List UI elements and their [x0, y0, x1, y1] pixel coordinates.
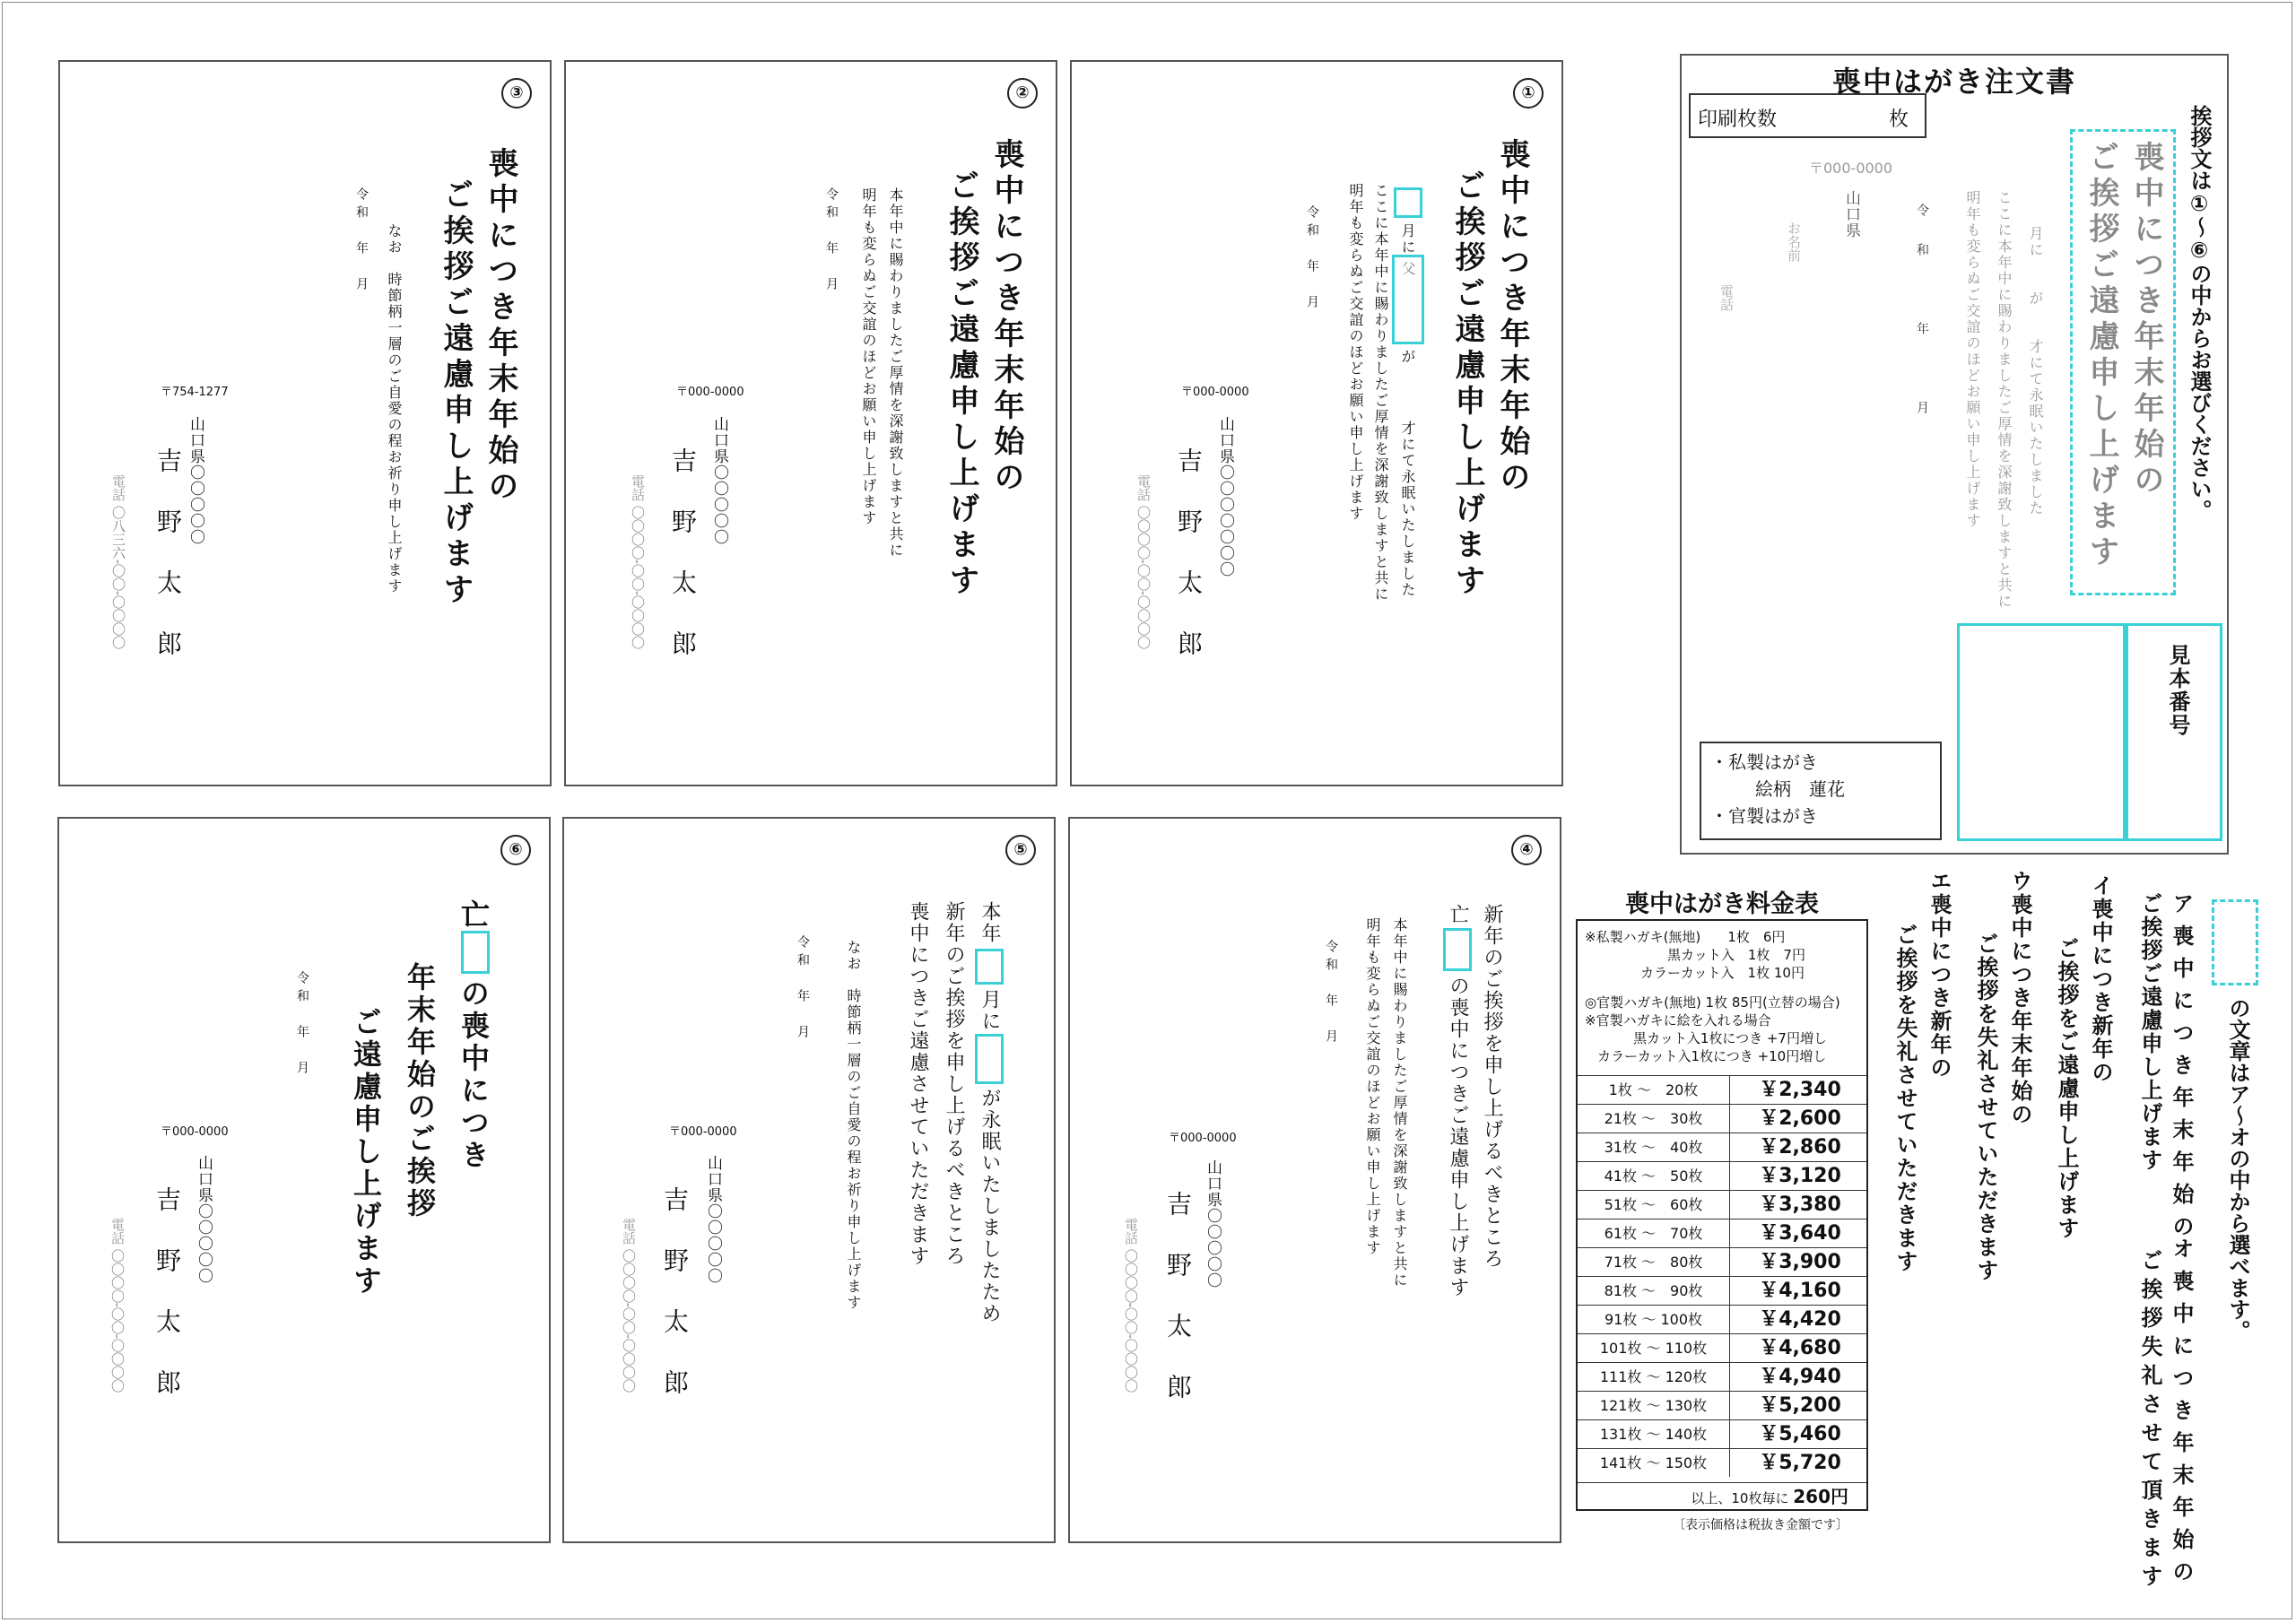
card-zip: 〒000-0000 [669, 1125, 737, 1139]
card-tel [1122, 1218, 1140, 1393]
card-6 [57, 817, 551, 1543]
price-value: ￥3,900 [1759, 1251, 1841, 1273]
fill-in-box-deceased[interactable] [461, 931, 490, 974]
card-sender-name: 吉野太郎 [152, 1186, 182, 1430]
tel-number: 〇〇〇〇-〇〇-〇〇〇〇 [621, 1248, 637, 1393]
print-count-label: 印刷枚数 [1698, 108, 1778, 131]
print-count-unit: 枚 [1888, 108, 1909, 131]
tel-label: 電話 [1135, 474, 1152, 501]
card-zip: 〒754-1277 [161, 386, 229, 399]
price-value: ￥2,600 [1759, 1107, 1841, 1130]
price-row [1578, 1391, 1866, 1419]
card-number: ② [1007, 78, 1038, 108]
price-foot-price: 260円 [1793, 1486, 1848, 1507]
options-instruction: の文章はア～オの中から選べます。 [2225, 997, 2250, 1341]
price-note-official-color: カラーカット入1枚につき +10円増し [1597, 1048, 1827, 1064]
card-body-line1b: 父 [1399, 261, 1416, 277]
card-title-line2: ご挨拶ご遠慮申し上げます [1449, 169, 1485, 600]
price-value: ￥5,720 [1759, 1452, 1841, 1474]
sample-number-label-box [2126, 623, 2222, 841]
price-row [1578, 1276, 1866, 1305]
price-row [1578, 1219, 1866, 1247]
price-range: 31枚 ～ 40枚 [1578, 1133, 1730, 1161]
fill-in-box-month[interactable] [1394, 187, 1422, 218]
order-tel-placeholder: 電話 [1718, 284, 1735, 311]
price-value: ￥2,340 [1759, 1079, 1841, 1101]
order-form-title: 喪中はがき注文書 [1831, 65, 2076, 99]
card-line3: 喪中につきご遠慮させていただきます [907, 901, 929, 1267]
price-note-color: カラーカット入 1枚 10円 [1640, 965, 1805, 981]
card-title-line2: ご挨拶ご遠慮申し上げます [944, 169, 979, 600]
price-foot-label: 以上、10枚毎に [1691, 1490, 1789, 1506]
card-body-line1d: 才にて永眠いたしました [1399, 421, 1416, 598]
price-table-footer [1578, 1482, 1866, 1509]
price-value: ￥4,160 [1759, 1280, 1841, 1302]
price-value: ￥4,420 [1759, 1308, 1841, 1331]
order-body-line3: 明年も変らぬご交誼のほどお願い申し上げます [1964, 190, 1981, 529]
card-body-line1a: 月に [1399, 223, 1416, 256]
price-row [1578, 1161, 1866, 1190]
sample-number-label: 見本番号 [2165, 644, 2190, 737]
card-date: 令和 年 月 [824, 187, 839, 295]
card-number: ① [1513, 78, 1544, 108]
price-row [1578, 1333, 1866, 1362]
card-tel [629, 474, 647, 649]
price-row [1578, 1133, 1866, 1161]
card-address: 山口県〇〇〇〇〇 [1204, 1159, 1222, 1289]
card-body-line1: 本年中に賜わりましたご厚情を深謝致しますと共に [887, 187, 904, 559]
price-value: ￥2,860 [1759, 1136, 1841, 1159]
order-zip: 〒000-0000 [1809, 160, 1893, 177]
card-title-line1a: 亡 [457, 899, 491, 932]
card-line4: なお 時節柄一層のご自愛の程お祈り申し上げます [845, 940, 862, 1311]
price-note-black: 黒カット入 1枚 7円 [1667, 947, 1805, 963]
card-zip: 〒000-0000 [676, 386, 744, 399]
tel-label: 電話 [621, 1218, 637, 1245]
print-count-field[interactable] [1689, 93, 1926, 138]
card-number: ⑤ [1005, 835, 1036, 865]
note-private-card: ・私製はがき [1710, 751, 1818, 773]
tel-number: 〇八三六-〇〇-〇〇〇〇 [110, 505, 126, 649]
card-line1a: 本年 [978, 901, 1001, 944]
order-body-line1: 月に が 才にて永眠いたしました [2027, 226, 2044, 516]
price-value: ￥5,460 [1759, 1423, 1841, 1445]
card-tel [1135, 474, 1152, 649]
card-address: 山口県〇〇〇〇〇 [704, 1155, 722, 1284]
card-tel [109, 1218, 126, 1393]
card-date: 令和 年 月 [295, 971, 309, 1079]
tel-number: 〇〇〇〇-〇〇-〇〇〇〇 [1135, 505, 1152, 649]
price-note-official: ◎官製ハガキ(無地) 1枚 85円(立替の場合) [1585, 994, 1840, 1011]
price-value: ￥3,640 [1759, 1222, 1841, 1245]
card-5 [562, 817, 1056, 1543]
card-zip: 〒000-0000 [161, 1125, 229, 1139]
price-note-official-pic: ※官製ハガキに絵を入れる場合 [1585, 1012, 1771, 1028]
price-range: 141枚 ～ 150枚 [1578, 1449, 1730, 1477]
price-note-official-black: 黒カット入1枚につき +7円増し [1633, 1030, 1827, 1046]
tel-number: 〇〇〇〇-〇〇-〇〇〇〇 [1123, 1248, 1139, 1393]
option-i-line1: イ喪中につき新年の [2088, 874, 2113, 1084]
card-title-line1b: の喪中につき [457, 978, 491, 1172]
card-sender-name: 吉野太郎 [153, 447, 183, 691]
price-row [1578, 1305, 1866, 1333]
tel-number: 〇〇〇〇-〇〇-〇〇〇〇 [109, 1248, 126, 1393]
price-value: ￥4,940 [1759, 1366, 1841, 1388]
card-date: 令和 年 月 [354, 187, 369, 295]
card-tel [109, 474, 127, 649]
order-form [1680, 54, 2229, 855]
price-range: 111枚 ～ 120枚 [1578, 1363, 1730, 1391]
order-instruction: 挨拶文は①～⑥の中からお選びください。 [2187, 105, 2212, 521]
option-o-line1: オ喪中につき年末年始の [2169, 1237, 2194, 1593]
card-date: 令和 年 月 [1324, 940, 1338, 1047]
order-notes [1700, 742, 1942, 840]
card-title-line2: 年末年始のご挨拶 [403, 962, 437, 1220]
card-sender-name: 吉野太郎 [1163, 1191, 1193, 1435]
tel-label: 電話 [109, 1218, 126, 1245]
card-number: ④ [1511, 835, 1542, 865]
card-4 [1068, 817, 1561, 1543]
card-1 [1070, 60, 1563, 786]
price-value: ￥3,120 [1759, 1165, 1841, 1187]
price-row [1578, 1448, 1866, 1477]
note-design: 絵柄 蓮花 [1755, 778, 1845, 800]
card-line1: 新年のご挨拶を申し上げるべきところ [1481, 904, 1503, 1270]
order-pref: 山口県 [1842, 190, 1860, 239]
card-line2a: 亡 [1447, 904, 1469, 925]
card-title-line2: ご挨拶ご遠慮申し上げます [438, 178, 474, 609]
card-number: ③ [501, 78, 532, 108]
option-e-line1: エ喪中につき新年の [1926, 870, 1952, 1080]
tel-label: 電話 [1123, 1218, 1139, 1245]
option-o-line2: ご挨拶失礼させて頂きます [2137, 1249, 2162, 1593]
card-line1b: 月に [978, 989, 1001, 1032]
card-body-line1: なお 時節柄一層のご自愛の程お祈り申し上げます [386, 223, 403, 595]
order-date: 令和 年 月 [1915, 204, 1929, 440]
price-range: 91枚 ～ 100枚 [1578, 1306, 1730, 1333]
card-sender-name: 吉野太郎 [668, 447, 698, 691]
card-address: 山口県〇〇〇〇〇〇〇 [1216, 416, 1234, 577]
card-address: 山口県〇〇〇〇〇 [187, 416, 204, 545]
tel-number: 〇〇〇〇-〇〇-〇〇〇〇 [630, 505, 646, 649]
price-range: 121枚 ～ 130枚 [1578, 1392, 1730, 1419]
price-range: 51枚 ～ 60枚 [1578, 1191, 1730, 1219]
card-title-line3: ご遠慮申し上げます [349, 1007, 383, 1298]
price-range: 101枚 ～ 110枚 [1578, 1334, 1730, 1362]
card-zip: 〒000-0000 [1169, 1132, 1237, 1145]
fill-in-box-month[interactable] [975, 949, 1004, 985]
price-table-title: 喪中はがき料金表 [1625, 890, 1819, 918]
price-row [1578, 1190, 1866, 1219]
options-legend-box [2212, 899, 2258, 985]
card-body-line3: 明年も変らぬご交誼のほどお願い申し上げます [1347, 183, 1364, 522]
option-u-line2: ご挨拶を失礼させていただきます [1973, 933, 1998, 1282]
card-number: ⑥ [500, 835, 531, 865]
price-row [1578, 1075, 1866, 1104]
price-value: ￥3,380 [1759, 1193, 1841, 1216]
option-u-line1: ウ喪中につき年末年始の [2007, 870, 2032, 1126]
card-date: 令和 年 月 [796, 935, 810, 1043]
card-line4: 明年も変らぬご交誼のほどお願い申し上げます [1364, 917, 1381, 1256]
order-name-placeholder: お名前 [1786, 221, 1802, 262]
card-address: 山口県〇〇〇〇〇 [195, 1155, 213, 1284]
sample-number-input[interactable] [1957, 623, 2126, 841]
card-title-line1: 喪中につき年末年始の [988, 138, 1024, 497]
card-title-line1: 喪中につき年末年始の [1494, 138, 1530, 497]
price-value: ￥5,200 [1759, 1394, 1841, 1417]
price-table-header [1578, 921, 1866, 1075]
card-body-line2: ここに本年中に賜わりましたご厚情を深謝致しますと共に [1372, 183, 1389, 603]
card-line2b: の喪中につきご遠慮申し上げます [1447, 976, 1469, 1298]
card-line1c: が永眠いたしましたため [978, 1088, 1001, 1324]
price-row [1578, 1104, 1866, 1133]
card-body-line1c: が [1399, 349, 1416, 365]
card-address: 山口県〇〇〇〇〇 [710, 416, 728, 545]
order-body-line2: ここに本年中に賜わりましたご厚情を深謝致しますと共に [1996, 190, 2013, 610]
option-e-line2: ご挨拶を失礼させていただきます [1892, 924, 1918, 1273]
option-a-line1: ア喪中につき年末年始の [2169, 892, 2194, 1247]
price-row [1578, 1247, 1866, 1276]
card-zip: 〒000-0000 [1181, 386, 1249, 399]
price-tax-note: 〔表示価格は税抜き金額です〕 [1673, 1518, 1848, 1532]
tel-label: 電話 [110, 474, 126, 501]
price-range: 21枚 ～ 30枚 [1578, 1105, 1730, 1133]
card-date: 令和 年 月 [1305, 205, 1319, 313]
order-title-line1: 喪中につき年末年始の [2128, 141, 2164, 499]
card-tel [620, 1218, 638, 1393]
option-a-line2: ご挨拶ご遠慮申し上げます [2137, 892, 2162, 1172]
card-sender-name: 吉野太郎 [1174, 447, 1204, 691]
note-official-card: ・官製はがき [1710, 805, 1818, 827]
price-row [1578, 1362, 1866, 1391]
card-body-line2: 明年も変らぬご交誼のほどお願い申し上げます [860, 187, 877, 526]
option-i-line2: ご挨拶をご遠慮申し上げます [2054, 937, 2079, 1240]
price-range: 61枚 ～ 70枚 [1578, 1219, 1730, 1247]
card-sender-name: 吉野太郎 [660, 1186, 690, 1430]
price-range: 81枚 ～ 90枚 [1578, 1277, 1730, 1305]
card-3 [58, 60, 552, 786]
tel-label: 電話 [630, 474, 646, 501]
fill-in-box-deceased[interactable] [1443, 928, 1472, 971]
price-range: 71枚 ～ 80枚 [1578, 1248, 1730, 1276]
fill-in-box-relation[interactable] [975, 1034, 1004, 1084]
card-2 [564, 60, 1057, 786]
price-range: 1枚 ～ 20枚 [1578, 1076, 1730, 1104]
card-line2: 新年のご挨拶を申し上げるべきところ [943, 901, 965, 1267]
price-table [1576, 919, 1868, 1511]
card-title-line1: 喪中につき年末年始の [483, 147, 518, 506]
price-value: ￥4,680 [1759, 1337, 1841, 1359]
card-line3: 本年中に賜わりましたご厚情を深謝致しますと共に [1391, 917, 1408, 1289]
price-row [1578, 1419, 1866, 1448]
price-range: 131枚 ～ 140枚 [1578, 1420, 1730, 1448]
order-title-line2: ご挨拶ご遠慮申し上げます [2083, 141, 2119, 571]
price-range: 41枚 ～ 50枚 [1578, 1162, 1730, 1190]
price-note-private: ※私製ハガキ(無地) 1枚 6円 [1585, 929, 1786, 945]
